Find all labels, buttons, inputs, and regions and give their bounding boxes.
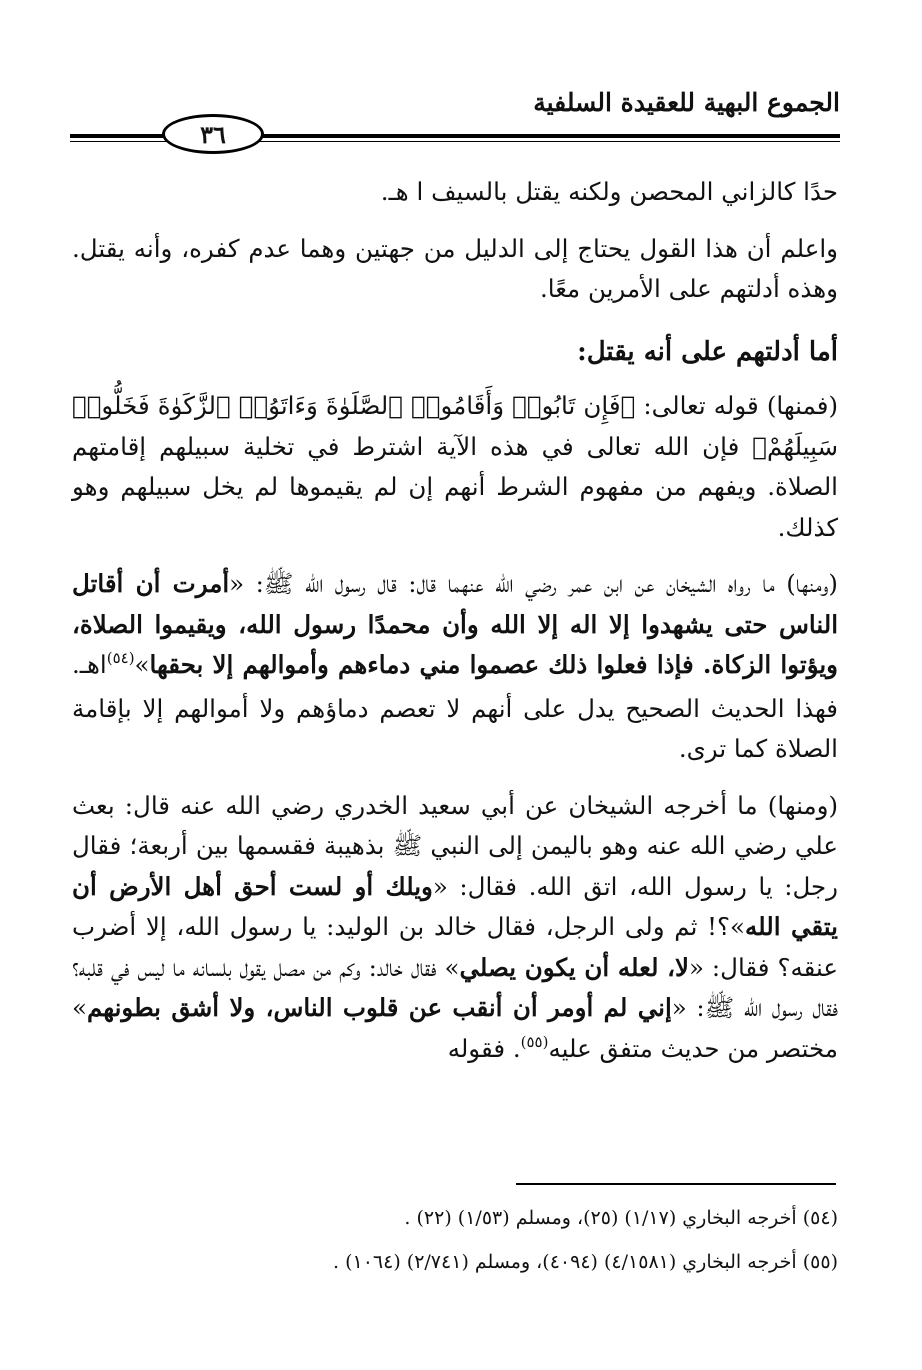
- footnote-ref-54[interactable]: (٥٤): [106, 649, 135, 667]
- hadith-text-1: أمرت أن أقاتل الناس حتى يشهدوا إلا اله إلا الله وأن محمدًا رسول الله، ويقيموا الصلاة، ويؤتوا الزكاة. فإذا فعلوا ذلك عصموا مني دماءهم وأموالهم إلا بحقها: [72, 569, 838, 679]
- paragraph-3-intro: (فمنها) قوله تعالى:: [635, 391, 839, 420]
- paragraph-3: [72, 386, 838, 548]
- paragraph-2: واعلم أن هذا القول يحتاج إلى الدليل من جهتين وهما عدم كفره، وأنه يقتل. وهذه أدلتهم على الأمرين معًا.: [72, 233, 838, 303]
- footnotes: [72, 1196, 838, 1284]
- footnote-54: (٥٤) أخرجه البخاري (١/١٧) (٢٥)، ومسلم (١/٥٣) (٢٢) .: [404, 1207, 838, 1229]
- quran-verse: ﴿فَإِن تَابُوا۟ وَأَقَامُوا۟ ٱلصَّلَوٰةَ وَءَاتَوُا۟ ٱلزَّكَوٰةَ فَخَلُّوا۟ سَبِيلَهُمْ﴾: [72, 391, 838, 461]
- footnote-55: (٥٥) أخرجه البخاري (٤/١٥٨١) (٤٠٩٤)، ومسلم (٢/٧٤١) (١٠٦٤) .: [333, 1251, 838, 1273]
- paragraph-1: حدًا كالزاني المحصن ولكنه يقتل بالسيف ا هـ.: [380, 177, 838, 206]
- paragraph-5-tail: . فقوله: [447, 1033, 521, 1063]
- page-header: [70, 88, 840, 158]
- paragraph-5-narration-1: »؟! ثم ولى الرجل، فقال خالد بن الوليد: يا رسول الله، إلا أضرب عنقه؟ فقال: «: [72, 912, 838, 982]
- quote-close: »: [134, 650, 150, 679]
- paragraph-4-intro: (ومنها) ما رواه الشيخان عن ابن عمر رضي الله عنهما قال: قال رسول الله ﷺ: «: [229, 569, 838, 598]
- paragraph-4-commentary: اهـ. فهذا الحديث الصحيح يدل على أنهم لا تعصم دماؤهم ولا أموالهم إلا بإقامة الصلاة كما ترى.: [72, 650, 838, 763]
- paragraph-5-narration-3: » مختصر من حديث متفق عليه: [72, 993, 838, 1063]
- paragraph-5: [72, 786, 838, 1073]
- paragraph-4: [72, 564, 838, 770]
- hadith-text-2: ويلك أو لست أحق أهل الأرض أن يتقي الله: [72, 871, 838, 941]
- page-number: ٣٦: [162, 114, 264, 154]
- footnote-ref-55[interactable]: (٥٥): [520, 1032, 549, 1051]
- hadith-text-4: إني لم أومر أن أنقب عن قلوب الناس، ولا أشق بطونهم: [87, 993, 672, 1022]
- paragraph-5-narration-2: » فقال خالد: وكم من مصل يقول بلسانه ما ليس في قلبه؟ فقال رسول الله ﷺ: «: [72, 952, 838, 1022]
- paragraph-5-intro: (ومنها) ما أخرجه الشيخان عن أبي سعيد الخدري رضي الله عنه قال: بعث علي رضي الله عنه وهو باليمن إلى النبي ﷺ بذهيبة فقسمها بين أربعة؛ فقال رجل: يا رسول الله، اتق الله. فقال: «: [72, 790, 838, 901]
- footnote-separator: [516, 1183, 836, 1185]
- paragraph-3-commentary: فإن الله تعالى في هذه الآية اشترط في تخلية سبيلهم إقامتهم الصلاة. ويفهم من مفهوم الشرط أنهم إن لم يقيموها لم يخل سبيلهم وهو كذلك.: [72, 431, 838, 542]
- section-heading: أما أدلتهم على أنه يقتل:: [577, 336, 838, 367]
- page-body: [72, 172, 838, 1072]
- running-title: الجموع البهية للعقيدة السلفية: [533, 88, 840, 117]
- hadith-text-3: لا، لعله أن يكون يصلي: [459, 952, 689, 982]
